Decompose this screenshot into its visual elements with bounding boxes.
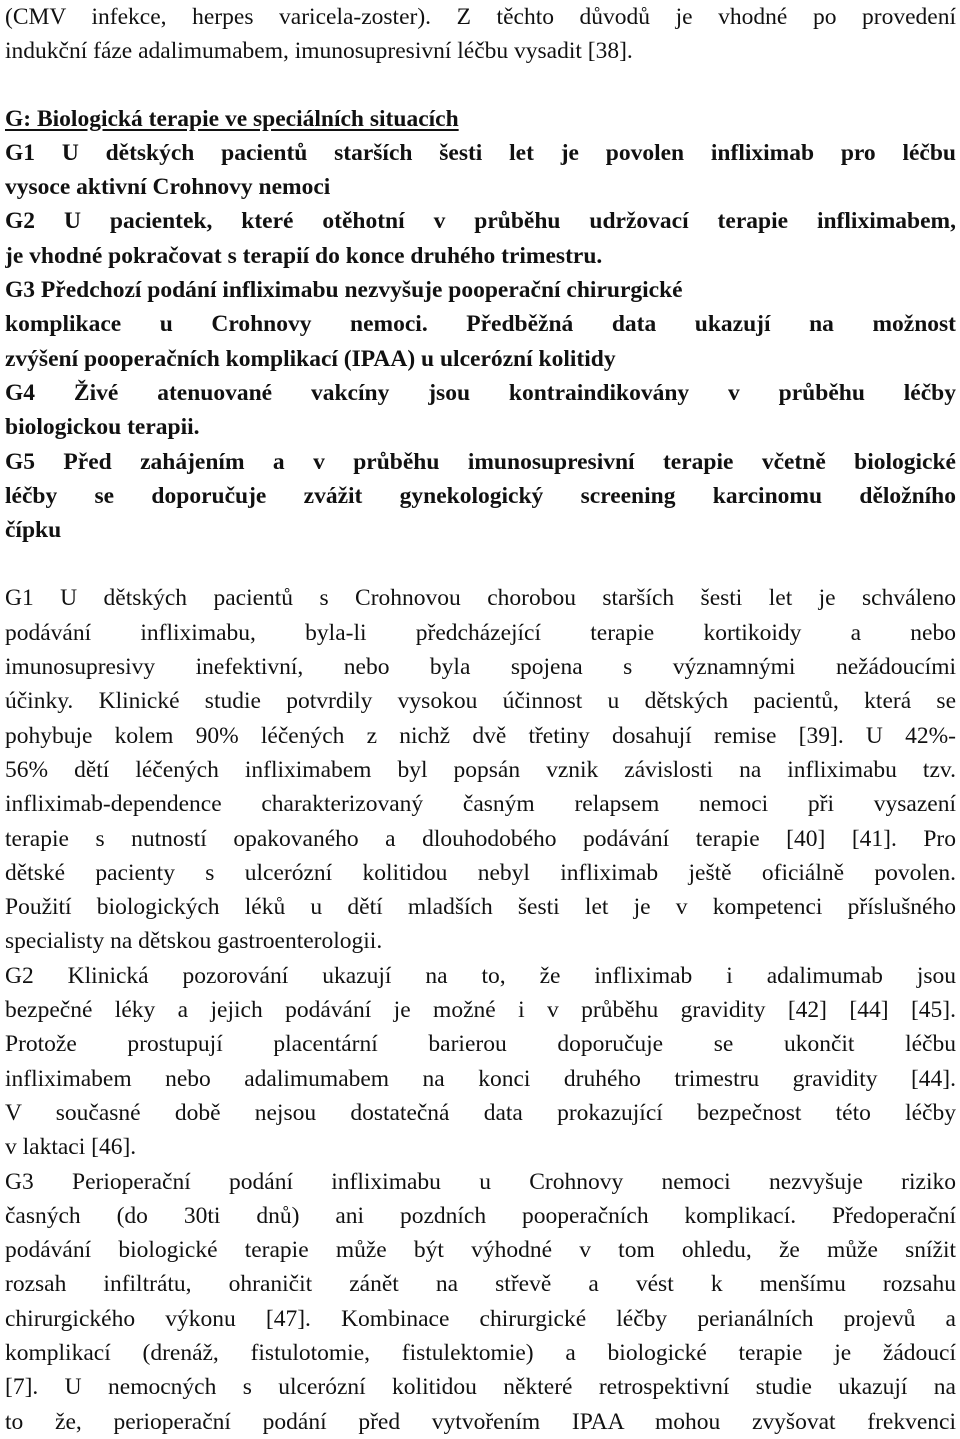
body-line: pohybuje kolem 90% léčených z nichž dvě třetiny dosahují remise [39]. U 42%- (5, 722, 956, 749)
recommendation-line: je vhodné pokračovat s terapií do konce druhého trimestru. (5, 242, 603, 269)
paragraph-gap (5, 69, 956, 102)
body-line: G2 Klinická pozorování ukazují na to, že infliximab i adalimumab jsou (5, 962, 956, 989)
body-line: G3 Perioperační podání infliximabu u Crohnovy nemoci nezvyšuje riziko (5, 1168, 956, 1195)
body-line: bezpečné léky a jejich podávání je možné i v průběhu gravidity [42] [44] [45]. (5, 997, 956, 1024)
recommendation-line: komplikace u Crohnovy nemoci. Předběžná data ukazují na možnost (5, 311, 956, 338)
recommendation-line: zvýšení pooperačních komplikací (IPAA) u ulcerózní kolitidy (5, 345, 616, 372)
recommendation-line: G1 U dětských pacientů starších šesti let je povolen infliximab pro léčbu (5, 139, 956, 166)
body-line: chirurgického výkonu [47]. Kombinace chirurgické léčby perianálních projevů a (5, 1305, 956, 1332)
body-line: infliximabem nebo adalimumabem na konci druhého trimestru gravidity [44]. (5, 1065, 956, 1092)
intro-line: indukční fáze adalimumabem, imunosupresivní léčbu vysadit [38]. (5, 38, 633, 65)
body-line: to že, perioperační podání před vytvořením IPAA mohou zvyšovat frekvenci (5, 1408, 956, 1435)
body-line: v laktaci [46]. (5, 1134, 137, 1161)
body-line: specialisty na dětskou gastroenterologii. (5, 928, 383, 955)
document-page (5, 0, 956, 1439)
body-line: komplikací (drenáž, fistulotomie, fistulektomie) a biologické terapie je žádoucí (5, 1339, 956, 1366)
body-line: V současné době nejsou dostatečná data prokazující bezpečnost této léčby (5, 1099, 956, 1126)
body-line: Protože prostupují placentární barierou doporučuje se ukončit léčbu (5, 1031, 956, 1058)
body-line: terapie s nutností opakovaného a dlouhodobého podávání terapie [40] [41]. Pro (5, 825, 956, 852)
body-line: rozsah infiltrátu, ohraničit zánět na střevě a vést k menšímu rozsahu (5, 1271, 956, 1298)
body-line: [7]. U nemocných s ulcerózní kolitidou některé retrospektivní studie ukazují na (5, 1374, 956, 1401)
recommendation-line: čípku (5, 517, 62, 544)
recommendation-line: G3 Předchozí podání infliximabu nezvyšuje pooperační chirurgické (5, 277, 683, 304)
body-line: účinky. Klinické studie potvrdily vysokou účinnost u dětských pacientů, která se (5, 688, 956, 715)
paragraph-gap (5, 547, 956, 581)
body-line: G1 U dětských pacientů s Crohnovou chorobou starších šesti let je schváleno (5, 585, 956, 612)
recommendation-line: G2 U pacientek, které otěhotní v průběhu udržovací terapie infliximabem, (5, 208, 956, 235)
recommendation-line: G4 Živé atenuované vakcíny jsou kontraindikovány v průběhu léčby (5, 379, 956, 406)
body-line: 56% dětí léčených infliximabem byl popsán vznik závislosti na infliximabu tzv. (5, 756, 956, 783)
recommendation-line: G5 Před zahájením a v průběhu imunosupresivní terapie včetně biologické (5, 448, 956, 475)
body-line: časných (do 30ti dnů) ani pozdních pooperačních komplikací. Předoperační (5, 1202, 956, 1229)
body-line: dětské pacienty s ulcerózní kolitidou nebyl infliximab ještě oficiálně povolen. (5, 859, 956, 886)
body-line: Použití biologických léků u dětí mladších šesti let je v kompetenci příslušného (5, 894, 956, 921)
recommendation-line: biologickou terapii. (5, 414, 200, 441)
recommendation-line: vysoce aktivní Crohnovy nemoci (5, 174, 331, 201)
body-line: imunosupresivy inefektivní, nebo byla spojena s významnými nežádoucími (5, 654, 956, 681)
intro-line: (CMV infekce, herpes varicela-zoster). Z těchto důvodů je vhodné po provedení (5, 4, 956, 30)
body-line: infliximab-dependence charakterizovaný časným relapsem nemoci při vysazení (5, 791, 956, 818)
section-heading: G: Biologická terapie ve speciálních situacích (5, 105, 459, 132)
body-line: podávání infliximabu, byla-li předcházející terapie kortikoidy a nebo (5, 619, 956, 646)
body-line: podávání biologické terapie může být výhodné v tom ohledu, že může snížit (5, 1237, 956, 1264)
recommendation-line: léčby se doporučuje zvážit gynekologický screening karcinomu děložního (5, 482, 956, 509)
